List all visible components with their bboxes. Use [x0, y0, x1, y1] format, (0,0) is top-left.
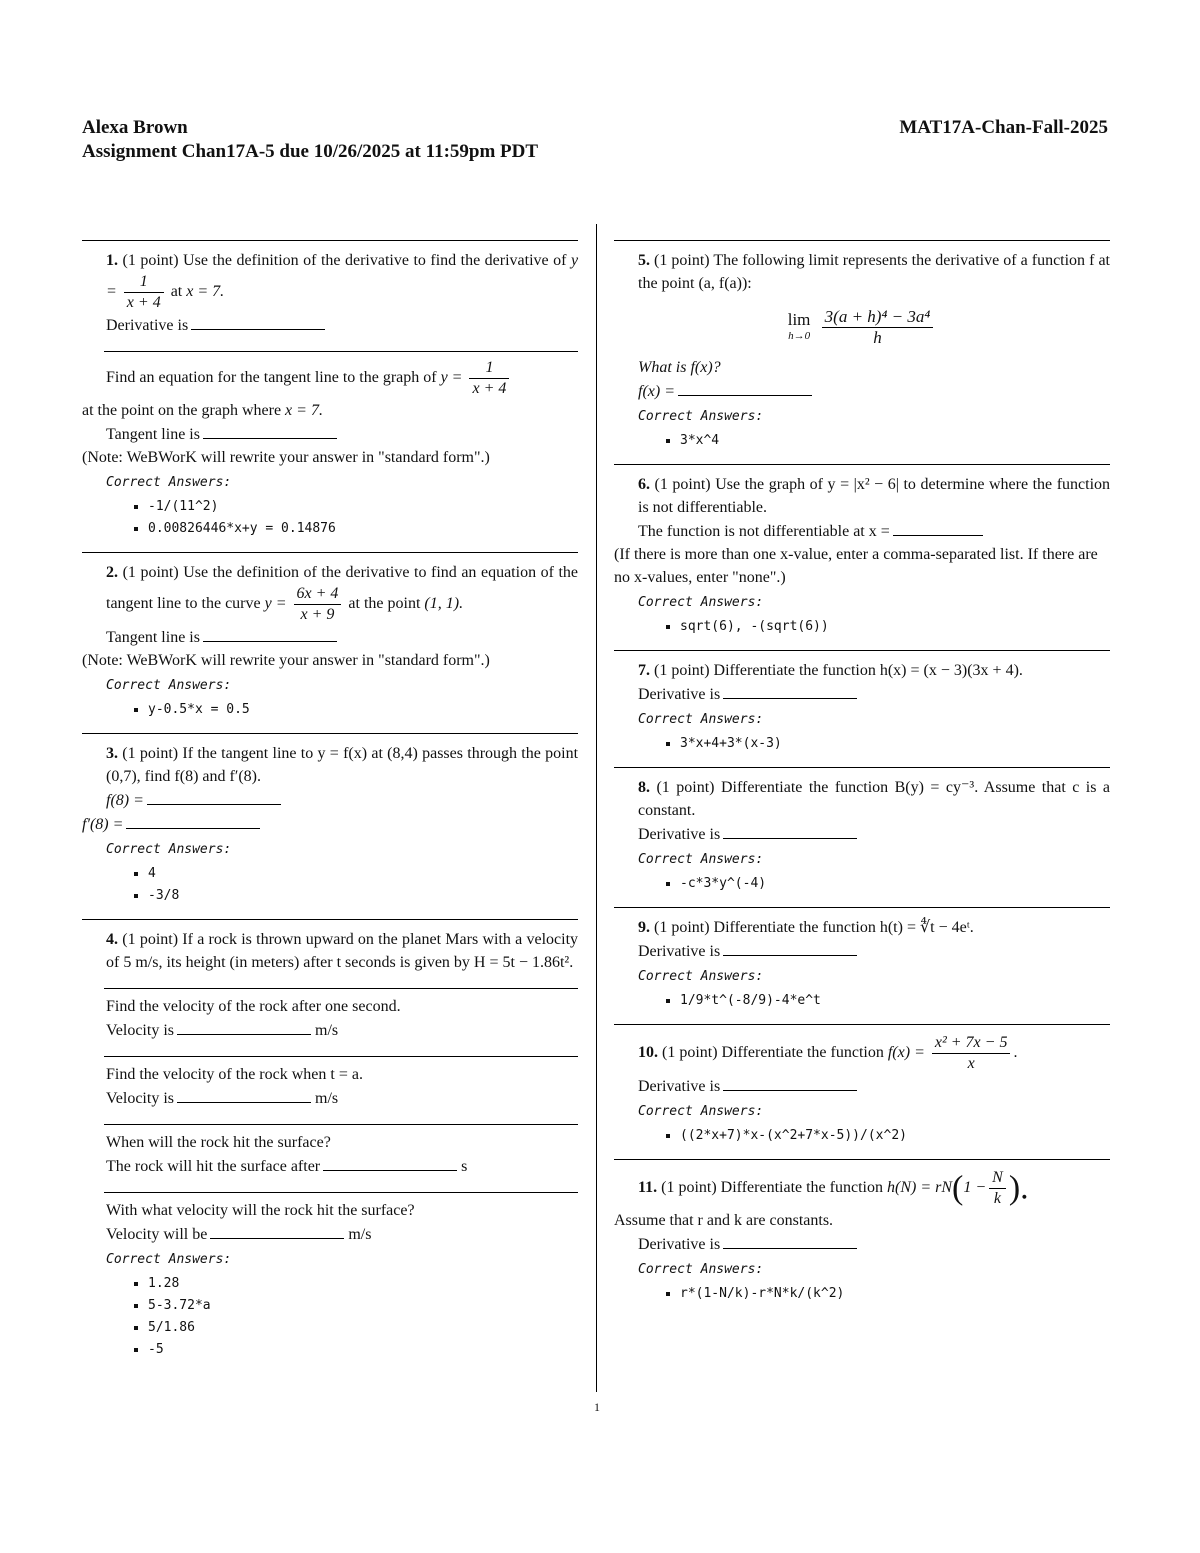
fraction-numerator: 6x + 4 [294, 584, 342, 605]
correct-answer: ▪ ((2*x+7)*x-(x^2+7*x-5))/(x^2) [680, 1125, 1110, 1147]
correct-answers-label: Correct Answers: [638, 1104, 764, 1119]
derivative-label: Derivative is [638, 1236, 721, 1253]
answer-blank[interactable] [177, 1086, 311, 1103]
fx-label: f(x) = [638, 383, 675, 400]
problem-number: 2. [106, 564, 118, 581]
point-value: (1 point) [656, 779, 715, 796]
correct-answers-list [614, 990, 1110, 1012]
point-value: (1 point) [122, 745, 179, 762]
subpart-divider [104, 988, 578, 989]
correct-answer: ▪ 1/9*t^(-8/9)-4*e^t [680, 990, 1110, 1012]
fraction-numerator: 1 [124, 272, 164, 293]
point-value: (1 point) [122, 564, 179, 581]
correct-answer: ▪ r*(1-N/k)-r*N*k/(k^2) [680, 1283, 1110, 1305]
problem-text: Differentiate the function h(x) = (x − 3)(3x + 4). [713, 662, 1023, 679]
answer-blank[interactable] [723, 939, 857, 956]
problem-number: 9. [638, 919, 650, 936]
tangent-label: Tangent line is [106, 426, 200, 443]
unit-label: m/s [348, 1226, 372, 1243]
velocity-label: Velocity will be [106, 1226, 208, 1243]
correct-answer: ▪ 5-3.72*a [148, 1295, 578, 1317]
subpart-prompt: Find the velocity of the rock when t = a. [106, 1066, 363, 1083]
surface-label: The rock will hit the surface after [106, 1158, 321, 1175]
answer-blank[interactable] [126, 812, 260, 829]
problem-text: Differentiate the function h(t) = ∜t − 4eᵗ. [713, 919, 974, 936]
problem-text: Use the definition of the derivative to find an equation of the tangent line to the curve [106, 564, 579, 613]
problem-text: at the point on the graph where [82, 402, 282, 419]
correct-answers-label: Correct Answers: [638, 712, 764, 727]
problem-11 [614, 1160, 1110, 1317]
answer-blank[interactable] [147, 788, 281, 805]
correct-answers-label: Correct Answers: [638, 969, 764, 984]
velocity-label: Velocity is [106, 1090, 174, 1107]
correct-answers-label: Correct Answers: [106, 1252, 232, 1267]
problem-text: Use the definition of the derivative to find the derivative of [183, 252, 567, 269]
point-value: (1 point) [122, 931, 179, 948]
problem-number: 5. [638, 252, 650, 269]
correct-answers-list [614, 873, 1110, 895]
problem-8 [614, 768, 1110, 907]
fraction-numerator: N [989, 1168, 1006, 1189]
fraction [124, 272, 164, 313]
correct-answers-label: Correct Answers: [106, 475, 232, 490]
problem-number: 11. [638, 1179, 658, 1197]
correct-answers-list [82, 699, 578, 721]
problem-text: Differentiate the function [721, 1044, 884, 1062]
problem-text: If the tangent line to y = f(x) at (8,4) passes through the point (0,7), find f(8) and f′(8). [106, 745, 579, 785]
correct-answers-list [82, 496, 578, 540]
correct-answers-list [614, 733, 1110, 755]
h-equals: h(N) = rN [886, 1179, 953, 1197]
correct-answers-list [614, 430, 1110, 452]
fraction-numerator: 3(a + h)⁴ − 3a⁴ [822, 307, 934, 328]
problem-number: 10. [638, 1044, 658, 1062]
derivative-label: Derivative is [106, 317, 189, 334]
problem-number: 4. [106, 931, 118, 948]
column-divider [596, 224, 597, 1392]
x-value: x = 7. [285, 402, 323, 419]
derivative-label: Derivative is [638, 686, 721, 703]
fraction-denominator: x + 4 [472, 380, 507, 397]
correct-answers-label: Correct Answers: [106, 842, 232, 857]
point-value: (1 point) [654, 476, 711, 493]
fraction-denominator: h [873, 328, 882, 347]
assignment-title: Assignment Chan17A-5 due 10/26/2025 at 11:59pm PDT [82, 141, 539, 162]
subpart-divider [104, 1192, 578, 1193]
problem-text: If a rock is thrown upward on the planet Mars with a velocity of 5 m/s, its height (in meters) after t seconds is given by H = 5t − 1.86t². [106, 931, 579, 971]
student-name: Alexa Brown [82, 117, 188, 138]
correct-answer: ▪ 0.00826446*x+y = 0.14876 [148, 518, 578, 540]
fraction [932, 1033, 1011, 1074]
answer-blank[interactable] [203, 422, 337, 439]
point-coordinates: (1, 1). [424, 595, 464, 613]
correct-answers-list [614, 616, 1110, 638]
problem-5 [614, 241, 1110, 464]
answer-blank[interactable] [678, 379, 812, 396]
fprime8-label: f′(8) = [82, 816, 124, 833]
at-label: at [170, 283, 183, 301]
answer-blank[interactable] [210, 1222, 344, 1239]
correct-answer: ▪ 3*x+4+3*(x-3) [680, 733, 1110, 755]
lim-subscript: h→0 [788, 329, 811, 342]
not-differentiable-label: The function is not differentiable at x = [638, 523, 890, 540]
derivative-label: Derivative is [638, 826, 721, 843]
unit-label: m/s [315, 1090, 339, 1107]
problem-text: Use the graph of y = |x² − 6| to determine where the function is not differentiable. [638, 476, 1111, 516]
correct-answer: ▪ 4 [148, 863, 578, 885]
point-value: (1 point) [654, 662, 710, 679]
correct-answers-list [82, 863, 578, 907]
fx-equals: f(x) = [887, 1044, 925, 1062]
course-title: MAT17A-Chan-Fall-2025 [899, 117, 1108, 138]
fraction-denominator: x + 9 [300, 606, 335, 623]
correct-answer: ▪ y-0.5*x = 0.5 [148, 699, 578, 721]
problem-number: 8. [638, 779, 650, 796]
problem-4 [82, 920, 578, 1373]
point-value: (1 point) [122, 252, 179, 269]
y-equals: y = [440, 369, 463, 387]
problem-text: Differentiate the function B(y) = cy⁻³. Assume that c is a constant. [638, 779, 1111, 819]
close-paren: ). [1008, 1169, 1029, 1207]
fraction [469, 358, 509, 399]
correct-answers-list [82, 1273, 578, 1361]
one-minus: 1 − [963, 1179, 987, 1197]
correct-answer: ▪ sqrt(6), -(sqrt(6)) [680, 616, 1110, 638]
answer-blank[interactable] [893, 519, 983, 536]
fraction [822, 307, 934, 348]
problem-text: Assume that r and k are constants. [614, 1212, 834, 1229]
correct-answer: ▪ -1/(11^2) [148, 496, 578, 518]
problem-1 [82, 241, 578, 552]
answer-blank[interactable] [323, 1154, 457, 1171]
problem-7 [614, 651, 1110, 767]
subpart-divider [104, 351, 578, 352]
fraction-denominator: x [967, 1055, 975, 1072]
unit-label: s [461, 1158, 468, 1175]
f8-label: f(8) = [106, 792, 144, 809]
fraction [294, 584, 342, 625]
problem-3 [82, 734, 578, 919]
y-equals: y = [106, 252, 579, 301]
problem-text: Differentiate the function [720, 1179, 883, 1197]
correct-answer: ▪ -3/8 [148, 885, 578, 907]
problem-text: The following limit represents the derivative of a function f at the point (a, f(a)): [638, 252, 1110, 292]
point-value: (1 point) [661, 1179, 717, 1197]
answer-blank[interactable] [191, 313, 325, 330]
limit-expression [614, 307, 1110, 348]
lim-word: lim [787, 309, 811, 329]
point-value: (1 point) [654, 252, 710, 269]
point-value: (1 point) [662, 1044, 718, 1062]
correct-answers-label: Correct Answers: [638, 595, 764, 610]
subpart-prompt: Find the velocity of the rock after one second. [106, 998, 401, 1015]
problem-number: 1. [106, 252, 118, 269]
correct-answers-label: Correct Answers: [106, 678, 232, 693]
subpart-prompt: With what velocity will the rock hit the surface? [106, 1202, 415, 1219]
open-paren: ( [952, 1169, 964, 1207]
x-value: x = 7. [186, 283, 225, 301]
correct-answers-list [614, 1283, 1110, 1305]
problem-2 [82, 553, 578, 733]
subpart-divider [104, 1124, 578, 1125]
limit-operator [787, 309, 811, 344]
subpart-prompt: When will the rock hit the surface? [106, 1134, 331, 1151]
tangent-label: Tangent line is [106, 629, 200, 646]
fraction-denominator: k [993, 1190, 1002, 1207]
list-note: (If there is more than one x-value, enter a comma-separated list. If there are no x-values, enter "none".) [614, 546, 1098, 586]
derivative-label: Derivative is [638, 1078, 721, 1095]
problem-text: Find an equation for the tangent line to the graph of [106, 369, 437, 387]
question-text: What is f(x)? [638, 359, 721, 376]
left-column [82, 240, 578, 1373]
fraction [989, 1168, 1006, 1209]
answer-blank[interactable] [177, 1018, 311, 1035]
y-equals: y = [264, 595, 287, 613]
correct-answers-label: Correct Answers: [638, 409, 764, 424]
problem-10: 10. (1 point) Differentiate the function f(x) = $\frac{\text{x² + 7x − 5}}{x}$ . Derivative is Correct Answers: ▪ ((2*x+7)*x-(x^2+7*x-5))/(x^2) [614, 1025, 1110, 1159]
answer-blank[interactable] [203, 625, 337, 642]
correct-answer: ▪ -c*3*y^(-4) [680, 873, 1110, 895]
correct-answers-list [614, 1125, 1110, 1147]
answer-blank[interactable] [723, 1074, 857, 1091]
correct-answer: ▪ 5/1.86 [148, 1317, 578, 1339]
problem-text: at the point [348, 595, 421, 613]
fraction-numerator: 1 [469, 358, 509, 379]
subpart-divider [104, 1056, 578, 1057]
fraction-numerator: x² + 7x − 5 [932, 1033, 1011, 1054]
point-value: (1 point) [654, 919, 710, 936]
standard-form-note: (Note: WeBWorK will rewrite your answer in "standard form".) [82, 652, 490, 669]
problem-9 [614, 908, 1110, 1024]
problem-number: 7. [638, 662, 650, 679]
correct-answer: ▪ 3*x^4 [680, 430, 1110, 452]
correct-answer: ▪ -5 [148, 1339, 578, 1361]
answer-blank[interactable] [723, 822, 857, 839]
correct-answers-label: Correct Answers: [638, 1262, 764, 1277]
right-column [614, 240, 1110, 1317]
answer-blank[interactable] [723, 1232, 857, 1249]
correct-answers-label: Correct Answers: [638, 852, 764, 867]
problem-6 [614, 465, 1110, 650]
standard-form-note: (Note: WeBWorK will rewrite your answer in "standard form".) [82, 449, 490, 466]
page-number: 1 [594, 1400, 600, 1414]
problem-number: 3. [106, 745, 118, 762]
unit-label: m/s [315, 1022, 339, 1039]
answer-blank[interactable] [723, 682, 857, 699]
fraction-denominator: x + 4 [126, 294, 161, 311]
correct-answer: ▪ 1.28 [148, 1273, 578, 1295]
problem-number: 6. [638, 476, 650, 493]
velocity-label: Velocity is [106, 1022, 174, 1039]
derivative-label: Derivative is [638, 943, 721, 960]
